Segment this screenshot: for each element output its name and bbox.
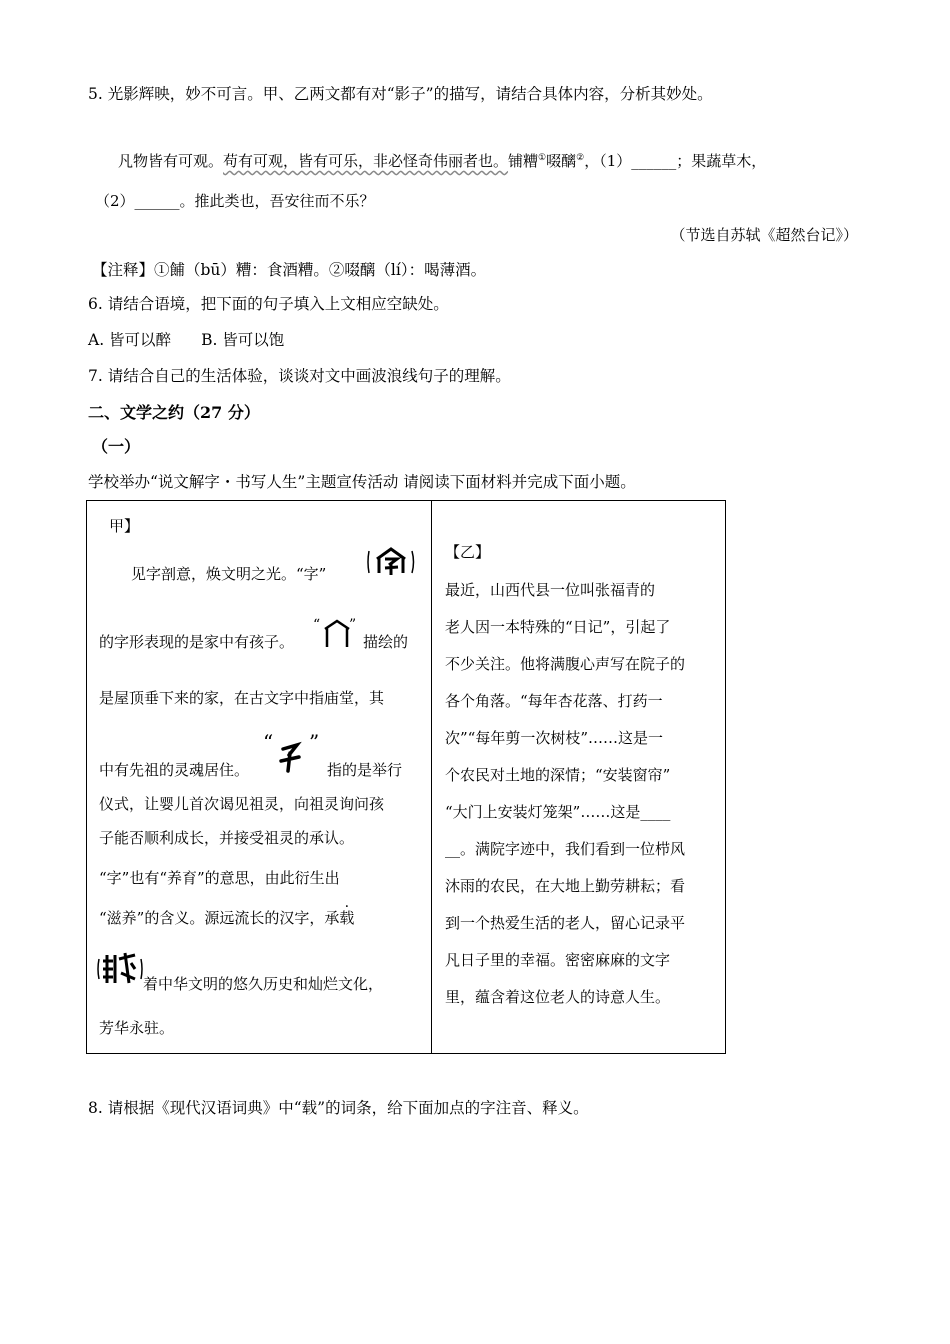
yi-line: 个农民对土地的深情；“安装窗帘” bbox=[445, 766, 671, 784]
jia-line-10: 芳华永驻。 bbox=[99, 1019, 175, 1037]
question-6: 6. 请结合语境，把下面的句子填入上文相应空缺处。 bbox=[88, 295, 449, 313]
jia-line-3: 是屋顶垂下来的家，在古文字中指庙堂，其 bbox=[99, 689, 385, 707]
svg-text:“: “ bbox=[313, 617, 321, 633]
option-b: B. 皆可以饱 bbox=[201, 331, 285, 349]
footnote-mark-1: ① bbox=[538, 153, 547, 163]
jia-text: 的字形表现的是家中有孩子。 bbox=[99, 633, 295, 651]
question-5: 5. 光影辉映，妙不可言。甲、乙两文都有对“影子”的描写，请结合具体内容，分析其妙处。 bbox=[88, 85, 713, 103]
yi-line: __。满院字迹中，我们看到一位栉风 bbox=[445, 840, 686, 858]
annotation-notes: 【注释】①餔（bū）糟：食酒糟。②啜醨（lí）：喝薄酒。 bbox=[92, 261, 487, 279]
yi-line: 里，蕴含着这位老人的诗意人生。 bbox=[445, 988, 671, 1006]
jia-line-8 bbox=[99, 907, 354, 928]
svg-text:“: “ bbox=[263, 733, 274, 754]
ancient-zai-glyph-icon bbox=[95, 949, 145, 989]
passage-intro: 凡物皆有可观。 bbox=[118, 152, 224, 170]
material-yi bbox=[433, 501, 725, 1053]
jia-line-9: 着中华文明的悠久历史和灿烂文化， bbox=[143, 975, 384, 993]
question-8: 8. 请根据《现代汉语词典》中“载”的词条，给下面加点的字注音、释义。 bbox=[88, 1099, 589, 1117]
yi-line: 到一个热爱生活的老人，留心记录平 bbox=[445, 914, 686, 932]
blank-1: ，（1）______；果蔬草木， bbox=[584, 152, 767, 170]
yi-line: “大门上安装灯笼架”……这是____ bbox=[445, 803, 671, 821]
ancient-child-glyph-icon bbox=[263, 733, 327, 777]
jia-text: “滋养”的含义。源远流长的汉字，承 bbox=[99, 909, 340, 927]
jia-line-2 bbox=[99, 631, 294, 652]
jia-line-5: 仪式，让婴儿首次谒见祖灵，向祖灵询问孩 bbox=[99, 795, 385, 813]
yi-line: 各个角落。“每年杏花落、打药一 bbox=[445, 692, 663, 710]
jia-line-4 bbox=[99, 759, 249, 780]
classical-passage-line-1 bbox=[118, 150, 766, 171]
footnote-mark-2: ② bbox=[576, 153, 585, 163]
jia-line-2b: 描绘的 bbox=[363, 633, 409, 651]
question-7: 7. 请结合自己的生活体验，谈谈对文中画波浪线句子的理解。 bbox=[88, 367, 511, 385]
yi-line: 最近，山西代县一位叫张福青的 bbox=[445, 581, 656, 599]
classical-passage-line-2: （2）______。推此类也，吾安往而不乐？ bbox=[95, 192, 375, 210]
jia-text: 见字剖意，焕文明之光。“字” bbox=[131, 565, 327, 583]
yi-line: 老人因一本特殊的“日记”，引起了 bbox=[445, 618, 671, 636]
section-2-heading: 二、文学之约（27 分） bbox=[88, 403, 260, 422]
option-a: A. 皆可以醉 bbox=[88, 331, 172, 349]
jia-heading: 甲】 bbox=[109, 517, 140, 535]
wavy-underlined-sentence: 苟有可观，皆有可乐，非必怪奇伟丽者也。 bbox=[223, 152, 509, 170]
activity-intro: 学校举办“说文解字・书写人生”主题宣传活动 请阅读下面材料并完成下面小题。 bbox=[88, 473, 636, 491]
jia-text: 中有先祖的灵魂居住。 bbox=[99, 761, 250, 779]
jia-line-6: 子能否顺利成长，并接受祖灵的承认。 bbox=[99, 829, 355, 847]
yi-line: 凡日子里的幸福。密密麻麻的文字 bbox=[445, 951, 671, 969]
passage-source: （节选自苏轼《超然台记》） bbox=[670, 226, 858, 244]
options-row bbox=[88, 328, 284, 350]
yi-line: 沐雨的农民，在大地上勤劳耕耘；看 bbox=[445, 877, 686, 895]
jia-line-7: “字”也有“养育”的意思，由此衍生出 bbox=[99, 869, 340, 887]
svg-text:”: ” bbox=[349, 617, 357, 633]
dotted-char-zai: 载 bbox=[339, 909, 355, 927]
ancient-zi-glyph-icon bbox=[365, 545, 417, 579]
material-jia bbox=[87, 501, 431, 1053]
jia-line-1 bbox=[131, 563, 326, 584]
yi-line: 次”“每年剪一次树枝”……这是一 bbox=[445, 729, 664, 747]
table-divider bbox=[431, 501, 432, 1053]
material-table bbox=[86, 500, 726, 1054]
jia-line-4b: 指的是举行 bbox=[327, 761, 403, 779]
subsection-1-heading: （一） bbox=[92, 437, 141, 456]
ancient-roof-glyph-icon bbox=[313, 617, 361, 651]
yi-heading: 【乙】 bbox=[445, 543, 491, 561]
passage-text: 铺糟 bbox=[508, 152, 539, 170]
yi-line: 不少关注。他将满腹心声写在院子的 bbox=[445, 655, 686, 673]
passage-text: 啜醨 bbox=[546, 152, 577, 170]
svg-text:”: ” bbox=[309, 733, 320, 754]
